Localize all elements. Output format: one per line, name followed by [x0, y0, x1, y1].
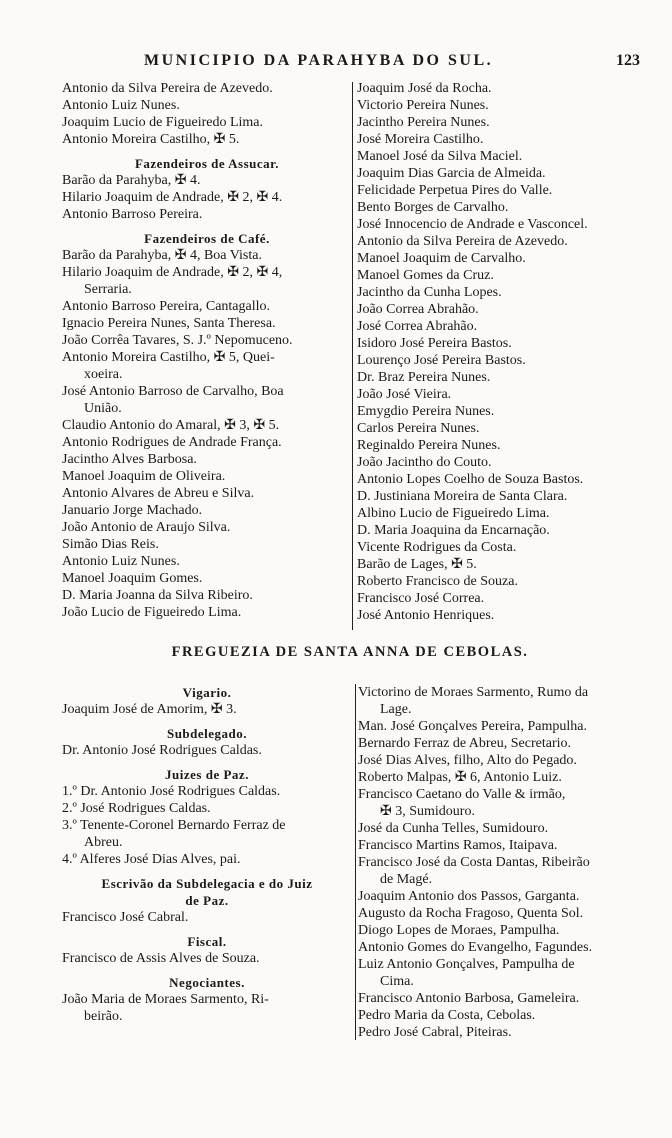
list-entry: Francisco Antonio Barbosa, Gameleira. [358, 991, 580, 1006]
list-entry: Manoel Joaquim de Carvalho. [357, 251, 526, 266]
list-entry: Lage. [380, 702, 412, 717]
list-entry: Joaquim Lucio de Figueiredo Lima. [62, 115, 264, 130]
list-entry: Antonio Moreira Castilho, ✠ 5, Quei- [62, 350, 275, 365]
list-entry: D. Maria Joanna da Silva Ribeiro. [62, 588, 253, 603]
list-entry: João Maria de Moraes Sarmento, Ri- [62, 992, 269, 1007]
section-heading: Subdelegado. [166, 726, 248, 741]
list-entry: Simão Dias Reis. [62, 537, 159, 552]
list-entry: União. [84, 401, 122, 416]
list-entry: Reginaldo Pereira Nunes. [357, 438, 501, 453]
list-entry: 2.º José Rodrigues Caldas. [62, 801, 211, 816]
list-entry: Antonio Rodrigues de Andrade França. [62, 435, 282, 450]
list-entry: Antonio da Silva Pereira de Azevedo. [357, 234, 568, 249]
list-entry: beirão. [84, 1009, 123, 1024]
list-entry: Barão da Parahyba, ✠ 4. [62, 173, 201, 188]
list-entry: José da Cunha Telles, Sumidouro. [358, 821, 549, 836]
list-entry: Pedro José Cabral, Piteiras. [358, 1025, 512, 1040]
list-entry: Bento Borges de Carvalho. [357, 200, 509, 215]
list-entry: Cima. [380, 974, 414, 989]
list-entry: Victorio Pereira Nunes. [357, 98, 489, 113]
list-entry: João Jacintho do Couto. [357, 455, 492, 470]
list-entry: Barão da Parahyba, ✠ 4, Boa Vista. [62, 248, 262, 263]
list-entry: Joaquim José da Rocha. [357, 81, 492, 96]
list-entry: Januario Jorge Machado. [62, 503, 203, 518]
list-entry: Luiz Antonio Gonçalves, Pampulha de [358, 957, 575, 972]
list-entry: Hilario Joaquim de Andrade, ✠ 2, ✠ 4. [62, 190, 283, 205]
section-heading: de Paz. [185, 893, 229, 908]
list-entry: Barão de Lages, ✠ 5. [357, 557, 477, 572]
list-entry: Vicente Rodrigues da Costa. [357, 540, 517, 555]
list-entry: Antonio Alvares de Abreu e Silva. [62, 486, 255, 501]
list-entry: João Correa Abrahão. [357, 302, 479, 317]
list-entry: Albino Lucio de Figueiredo Lima. [357, 506, 550, 521]
list-entry: Abreu. [84, 835, 123, 850]
list-entry: Diogo Lopes de Moraes, Pampulha. [358, 923, 560, 938]
section-heading: Negociantes. [169, 975, 245, 990]
list-entry: José Antonio Henriques. [357, 608, 495, 623]
upper-column-rule [352, 82, 353, 630]
list-entry: 3.º Tenente-Coronel Bernardo Ferraz de [62, 818, 286, 833]
list-entry: Dr. Antonio José Rodrigues Caldas. [62, 743, 262, 758]
section-heading: Juizes de Paz. [165, 767, 249, 782]
list-entry: Francisco José da Costa Dantas, Ribeirão [358, 855, 590, 870]
lower-column-rule [355, 684, 356, 1040]
list-entry: Roberto Malpas, ✠ 6, Antonio Luiz. [358, 770, 562, 785]
list-entry: Joaquim Antonio dos Passos, Garganta. [358, 889, 580, 904]
list-entry: José Moreira Castilho. [357, 132, 484, 147]
list-entry: Francisco Caetano do Valle & irmão, [358, 787, 566, 802]
list-entry: Antonio Barroso Pereira, Cantagallo. [62, 299, 271, 314]
list-entry: Roberto Francisco de Souza. [357, 574, 518, 589]
list-entry: Antonio Barroso Pereira. [62, 207, 203, 222]
list-entry: Dr. Braz Pereira Nunes. [357, 370, 491, 385]
lower-left-column [62, 684, 352, 1025]
list-entry: Felicidade Perpetua Pires do Valle. [357, 183, 553, 198]
list-entry: José Innocencio de Andrade e Vasconcel. [357, 217, 588, 232]
section-title: FREGUEZIA DE SANTA ANNA DE CEBOLAS. [171, 644, 529, 660]
list-entry: Antonio Moreira Castilho, ✠ 5. [62, 132, 240, 147]
list-entry: ✠ 3, Sumidouro. [380, 804, 475, 819]
list-entry: Claudio Antonio do Amaral, ✠ 3, ✠ 5. [62, 418, 280, 433]
list-entry: Joaquim José de Amorim, ✠ 3. [62, 702, 237, 717]
list-entry: de Magé. [380, 872, 433, 887]
upper-left-column [62, 80, 352, 621]
list-entry: Emygdio Pereira Nunes. [357, 404, 495, 419]
list-entry: Francisco de Assis Alves de Souza. [62, 951, 260, 966]
lower-right-column [358, 684, 642, 1041]
section-heading: Vigario. [182, 685, 232, 700]
list-entry: Jacintho da Cunha Lopes. [357, 285, 502, 300]
list-entry: Manoel Joaquim de Oliveira. [62, 469, 226, 484]
list-entry: Pedro Maria da Costa, Cebolas. [358, 1008, 536, 1023]
list-entry: João José Vieira. [357, 387, 452, 402]
list-entry: Antonio Luiz Nunes. [62, 98, 180, 113]
list-entry: Jacintho Alves Barbosa. [62, 452, 197, 467]
list-entry: Jacintho Pereira Nunes. [357, 115, 490, 130]
list-entry: D. Justiniana Moreira de Santa Clara. [357, 489, 568, 504]
list-entry: Manoel Gomes da Cruz. [357, 268, 494, 283]
list-entry: Manoel Joaquim Gomes. [62, 571, 203, 586]
list-entry: Ignacio Pereira Nunes, Santa Theresa. [62, 316, 276, 331]
list-entry: Man. José Gonçalves Pereira, Pampulha. [358, 719, 587, 734]
list-entry: Manoel José da Silva Maciel. [357, 149, 523, 164]
list-entry: Isidoro José Pereira Bastos. [357, 336, 512, 351]
list-entry: Augusto da Rocha Fragoso, Quenta Sol. [358, 906, 584, 921]
list-entry: Joaquim Dias Garcia de Almeida. [357, 166, 546, 181]
list-entry: Antonio Luiz Nunes. [62, 554, 180, 569]
list-entry: Bernardo Ferraz de Abreu, Secretario. [358, 736, 572, 751]
list-entry: xoeira. [84, 367, 123, 382]
list-entry: Serraria. [84, 282, 132, 297]
list-entry: 4.º Alferes José Dias Alves, pai. [62, 852, 241, 867]
list-entry: Antonio da Silva Pereira de Azevedo. [62, 81, 273, 96]
list-entry: Francisco José Cabral. [62, 910, 189, 925]
list-entry: Francisco Martins Ramos, Itaipava. [358, 838, 558, 853]
list-entry: Francisco José Correa. [357, 591, 485, 606]
section-heading: Fiscal. [187, 934, 227, 949]
list-entry: João Lucio de Figueiredo Lima. [62, 605, 242, 620]
list-entry: Carlos Pereira Nunes. [357, 421, 480, 436]
list-entry: José Antonio Barroso de Carvalho, Boa [62, 384, 284, 399]
section-heading: Fazendeiros de Café. [144, 231, 270, 246]
list-entry: Antonio Lopes Coelho de Souza Bastos. [357, 472, 584, 487]
list-entry: Victorino de Moraes Sarmento, Rumo da [358, 685, 589, 700]
list-entry: João Antonio de Araujo Silva. [62, 520, 231, 535]
section-heading: Escrivão da Subdelegacia e do Juiz [101, 876, 313, 891]
upper-right-column [357, 80, 642, 624]
list-entry: Lourenço José Pereira Bastos. [357, 353, 526, 368]
section-heading: Fazendeiros de Assucar. [134, 156, 280, 171]
list-entry: Hilario Joaquim de Andrade, ✠ 2, ✠ 4, [62, 265, 283, 280]
list-entry: José Correa Abrahão. [357, 319, 478, 334]
list-entry: D. Maria Joaquina da Encarnação. [357, 523, 550, 538]
list-entry: 1.º Dr. Antonio José Rodrigues Caldas. [62, 784, 281, 799]
page-number: 123 [616, 52, 640, 69]
list-entry: João Corrêa Tavares, S. J.º Nepomuceno. [62, 333, 293, 348]
page-header [60, 52, 640, 74]
running-title: MUNICIPIO DA PARAHYBA DO SUL. [144, 52, 494, 69]
list-entry: Antonio Gomes do Evangelho, Fagundes. [358, 940, 593, 955]
list-entry: José Dias Alves, filho, Alto do Pegado. [358, 753, 577, 768]
